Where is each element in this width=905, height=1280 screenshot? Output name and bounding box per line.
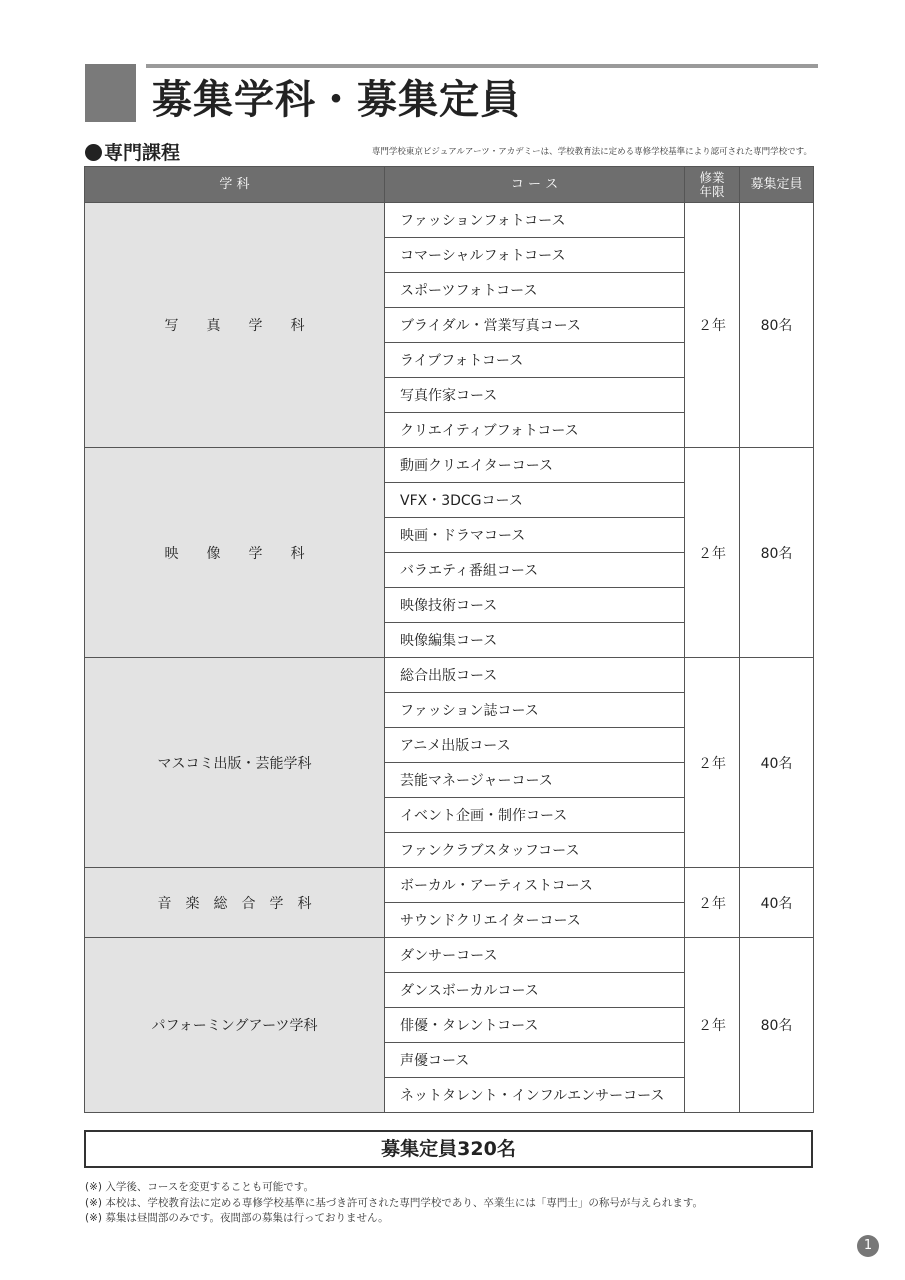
department-capacity: 40名 xyxy=(740,658,814,868)
course-name: クリエイティブフォトコース xyxy=(385,413,685,448)
note-item: (※) 入学後、コースを変更することも可能です。 xyxy=(85,1181,314,1193)
header-years-line2: 年限 xyxy=(699,183,725,199)
header-course: コ ー ス xyxy=(385,167,685,203)
department-name: 映 像 学 科 xyxy=(85,448,385,658)
total-capacity: 募集定員320名 xyxy=(84,1130,813,1168)
course-name: ボーカル・アーティストコース xyxy=(385,868,685,903)
bullet-icon xyxy=(85,144,102,161)
department-name: 音 楽 総 合 学 科 xyxy=(85,868,385,938)
note-item: (※) 本校は、学校教育法に定める専修学校基準に基づき許可された専門学校であり、卒業生には「専門士」の称号が与えられます。 xyxy=(85,1196,703,1209)
course-name: アニメ出版コース xyxy=(385,728,685,763)
department-name: マスコミ出版・芸能学科 xyxy=(85,658,385,868)
course-name: ファンクラブスタッフコース xyxy=(385,833,685,868)
header-capacity: 募集定員 xyxy=(740,167,814,203)
department-name: パフォーミングアーツ学科 xyxy=(85,938,385,1113)
department-name: 写 真 学 科 xyxy=(85,203,385,448)
course-name: 芸能マネージャーコース xyxy=(385,763,685,798)
course-name: スポーツフォトコース xyxy=(385,273,685,308)
course-name: ブライダル・営業写真コース xyxy=(385,308,685,343)
study-years: ２年 xyxy=(685,868,740,938)
course-name: ネットタレント・インフルエンサーコース xyxy=(385,1078,685,1113)
page-title: 募集学科・募集定員 xyxy=(152,77,521,123)
notes xyxy=(85,1180,703,1227)
table-row xyxy=(85,658,814,693)
course-name: ファッションフォトコース xyxy=(385,203,685,238)
header-department: 学 科 xyxy=(85,167,385,203)
course-name: 俳優・タレントコース xyxy=(385,1008,685,1043)
note-item: (※) 募集は昼間部のみです。夜間部の募集は行っておりません。 xyxy=(85,1212,389,1224)
department-capacity: 80名 xyxy=(740,448,814,658)
department-capacity: 40名 xyxy=(740,868,814,938)
course-name: ライブフォトコース xyxy=(385,343,685,378)
table-row xyxy=(85,448,814,483)
accreditation-note: 専門学校東京ビジュアルアーツ・アカデミーは、学校教育法に定める専修学校基準により認可された専門学校です。 xyxy=(371,147,812,157)
table-body xyxy=(85,203,814,1113)
course-name: 映画・ドラマコース xyxy=(385,518,685,553)
course-name: 映像編集コース xyxy=(385,623,685,658)
course-name: 声優コース xyxy=(385,1043,685,1078)
course-table xyxy=(84,166,814,1113)
course-name: VFX・3DCGコース xyxy=(385,483,685,518)
section-label xyxy=(85,141,180,165)
title-rule xyxy=(146,64,818,68)
header-years xyxy=(685,167,740,203)
course-name: バラエティ番組コース xyxy=(385,553,685,588)
study-years: ２年 xyxy=(685,203,740,448)
table-header-row xyxy=(85,167,814,203)
course-name: 総合出版コース xyxy=(385,658,685,693)
study-years: ２年 xyxy=(685,448,740,658)
course-name: イベント企画・制作コース xyxy=(385,798,685,833)
header-years-line1: 修業 xyxy=(699,169,725,185)
study-years: ２年 xyxy=(685,658,740,868)
course-name: コマーシャルフォトコース xyxy=(385,238,685,273)
course-name: 映像技術コース xyxy=(385,588,685,623)
table-row xyxy=(85,203,814,238)
department-capacity: 80名 xyxy=(740,938,814,1113)
course-name: 写真作家コース xyxy=(385,378,685,413)
course-name: ダンスボーカルコース xyxy=(385,973,685,1008)
title-accent-block xyxy=(85,64,136,122)
course-name: 動画クリエイターコース xyxy=(385,448,685,483)
study-years: ２年 xyxy=(685,938,740,1113)
section-label-text: 専門課程 xyxy=(104,142,181,164)
course-name: ファッション誌コース xyxy=(385,693,685,728)
course-name: ダンサーコース xyxy=(385,938,685,973)
table-row xyxy=(85,938,814,973)
course-name: サウンドクリエイターコース xyxy=(385,903,685,938)
table-row xyxy=(85,868,814,903)
department-capacity: 80名 xyxy=(740,203,814,448)
page-number: 1 xyxy=(857,1235,879,1257)
